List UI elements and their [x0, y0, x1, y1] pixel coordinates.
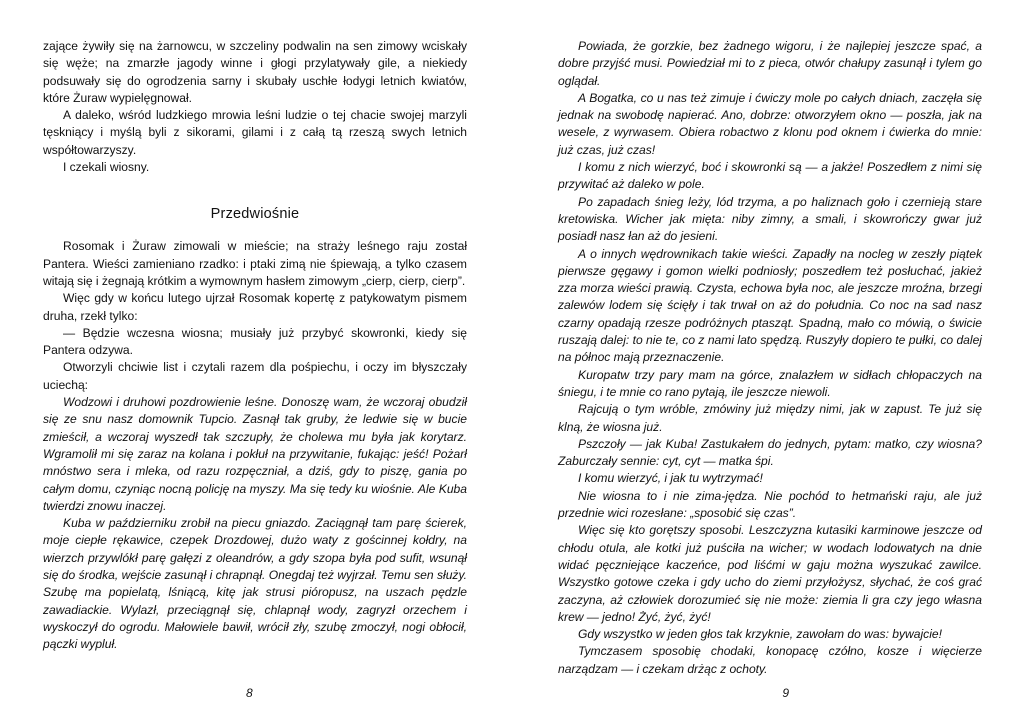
paragraph: Nie wiosna to i nie zima-jędza. Nie pochód to hetmański raju, ale już przednie wici rozesłane: „sposobić się czas”. — [558, 488, 982, 521]
right-page-column — [558, 38, 982, 678]
paragraph: Otworzyli chciwie list i czytali razem dla pośpiechu, i oczy im błyszczały uciechą: — [43, 360, 467, 392]
paragraph: Tymczasem sposobię chodaki, konopacę czółno, kosze i więcierze narządzam — i czekam drżąc z ochoty. — [558, 644, 982, 676]
paragraph: I komu z nich wierzyć, boć i skowronki są — a jakże! Poszedłem z nimi się przywitać aż daleko w pole. — [558, 160, 982, 192]
paragraph: Kuba w październiku zrobił na piecu gniazdo. Zaciągnął tam parę ścierek, moje ciepłe rękawice, czepek Drozdowej, dużo waty z gościnnej kołdry, na wierzch przywlókł parę gałęzi z oleandrów, a gdy szopa była pod sufit, wsunął się do środka, wejście zasunął i chrapnął. Onegdaj też wyjrzał. Temu sen służy. Szubę ma popielatą, lśniącą, kitę jak strusi pióropusz, na uszach pędzle zawadiackie. Wylazł, przeciągnął się, chlapnął wody, zagryzł orzechem i wyskoczył do ogrodu. Małowiele bawił, wrócił zły, szubę zmoczył, nogi obłocił, pączki wypluł. — [43, 516, 467, 652]
paragraph: I komu wierzyć, i jak tu wytrzymać! — [578, 471, 763, 486]
page-number-row — [0, 686, 1024, 700]
paragraph: Więc gdy w końcu lutego ujrzał Rosomak kopertę z patykowatym pismem druha, rzekł tylko: — [43, 291, 467, 323]
paragraph: Wodzowi i druhowi pozdrowienie leśne. Donoszę wam, że wczoraj obudził się ze snu nasz domownik Tupcio. Zasnął tak gruby, że ledwie się w bucie zmieścił, a wczoraj wyszedł tak szczupły, że cholewa mu była jak korytarz. Wgramolił mi się zaraz na kolana i pokłuł na przywitanie, fukając: jeść! Pożarł mnóstwo sera i mleka, od razu rozpęczniał, a dziś, gdy to piszę, gania po całym domu, czyniąc nocną policję na myszy. Ma się tedy ku wiośnie. Ale Kuba twierdzi znowu inaczej. — [43, 395, 467, 513]
paragraph: A o innych wędrownikach takie wieści. Zapadły na nocleg w zeszły piątek pierwsze gęgawy i gomon wielki podniosły; poszedłem też posłuchać, jakież zza morza wieści prawią. Czysta, echowa była noc, ale jeszcze mroźna, brzegi zalewów lodem się ścięły i tak trwał on aż do południa. Co noc na sad nasz czarny opadają rzesze podróżnych ptasząt. Spadną, mało co mówią, o świcie ruszają dalej: to nie te, co z nami lato spędzą. Ruszyły dopiero te pułki, co dalej na północ mają przeznaczenie. — [558, 246, 982, 365]
paragraph: Rajcują o tym wróble, zmówiny już między nimi, jak w zapust. Te już się klną, że wiosna już. — [558, 402, 982, 434]
two-column-spread — [0, 38, 1024, 678]
page-number-left: 8 — [246, 686, 253, 700]
paragraph: zające żywiły się na żarnowcu, w szczeliny podwalin na sen zimowy wciskały się węże; na zmarzłe jagody winne i głogi przylatywały gile, a niekiedy podsuwały się do ogrodzenia sarny i skubały uschłe łodygi letnich kwiatów, które Żuraw wypielęgnował. — [43, 39, 467, 105]
paragraph: Po zapadach śnieg leży, lód trzyma, a po haliznach goło i czernieją stare kretowiska. Wicher jak mięta: niby zimny, a smali, i skowrończy gwar już posiadł nasz łan aż do jesieni. — [558, 194, 982, 244]
paragraph: — Będzie wczesna wiosna; musiały już przybyć skowronki, kiedy się Pantera odzywa. — [43, 325, 467, 358]
paragraph: Rosomak i Żuraw zimowali w mieście; na straży leśnego raju został Pantera. Wieści zamieniano rzadko: i ptaki zimą nie śpiewają, a tylko czasem witają się i żegnają krótkim a wymownym hasłem zimowym „cierp, cierp, cierp”. — [43, 239, 467, 288]
chapter-title: Przedwiośnie — [210, 206, 300, 223]
paragraph: Gdy wszystko w jeden głos tak krzyknie, zawołam do was: bywajcie! — [578, 627, 942, 642]
paragraph: Pszczoły — jak Kuba! Zastukałem do jednych, pytam: matko, czy wiosna? Zaburczały sennie: cyt, cyt — matka śpi. — [558, 436, 982, 469]
paragraph: Powiada, że gorzkie, bez żadnego wigoru, i że najlepiej jeszcze spać, a dobre przyjść musi. Powiedział mi to z pieca, otwór chałupy zasunął i tylem go oglądał. — [558, 39, 982, 88]
left-page-column — [43, 38, 467, 678]
paragraph: A daleko, wśród ludzkiego mrowia leśni ludzie o tej chacie swojej marzyli tęskniący i myślą byli z sikorami, gilami i z całą tą rzeszą swych letnich współtowarzyszy. — [43, 108, 467, 157]
paragraph: I czekali wiosny. — [63, 160, 150, 175]
paragraph: A Bogatka, co u nas też zimuje i ćwiczy mole po całych dniach, zaczęła się jednak na swobodę napierać. Ano, dobrze: otworzyłem okno — poszła, jak na wesele, z wyrwasem. Obiera robactwo z klonu pod oknem i ćwierka do mnie: już czas, już czas! — [558, 90, 982, 157]
page-number-right: 9 — [782, 686, 789, 700]
paragraph: Kuropatw trzy pary mam na górce, znalazłem w sidłach chłopaczych na śniegu, i te mnie co rano pytają, ile jeszcze niewoli. — [558, 367, 982, 399]
paragraph: Więc się kto gorętszy sposobi. Leszczyzna kutasiki karminowe jeszcze od chłodu otula, ale kotki już puściła na wicher; w wodach lodowatych na dnie widać pęczniejące kaczeńce, pod liśćmi w gaju można wyszukać zawilce. Wszystko gotowe czeka i gdy ucho do ziemi przyłożysz, słychać, że coś grać zaczyna, aż człowiek dorozumieć się nie może: ziemia li gra czy jego własna krew — jedno! Żyć, żyć, żyć! — [558, 523, 982, 624]
